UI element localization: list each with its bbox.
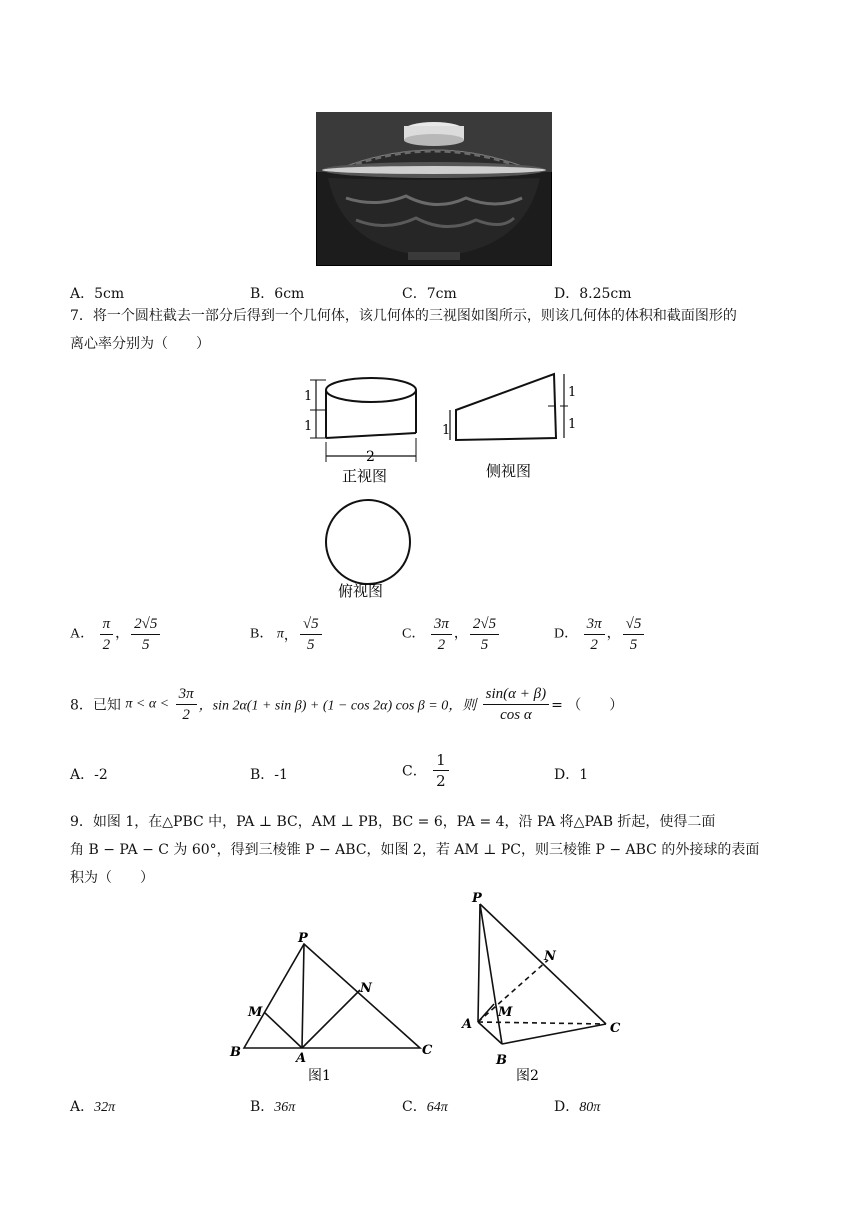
- option-value: 5cm: [94, 286, 125, 302]
- q6-option-b: [250, 283, 304, 303]
- label-m: M: [498, 1005, 513, 1020]
- q8-prefix: 8．已知: [70, 697, 121, 714]
- option-letter: C．: [402, 763, 427, 780]
- option-value: 32π: [94, 1100, 116, 1115]
- top-view-caption: 俯视图: [338, 582, 384, 600]
- frac-num: 3π: [584, 614, 605, 635]
- q6-option-c: [402, 283, 457, 303]
- option-value: 36π: [274, 1100, 296, 1115]
- side-dim-r2: 1: [568, 417, 577, 432]
- q9-line1: 9．如图 1，在△PBC 中，PA ⊥ BC，AM ⊥ PB，BC = 6，PA = 4，沿 PA 将△PAB 折起，使得二面: [70, 814, 716, 830]
- q6-option-a: [70, 283, 124, 303]
- q9-stem: [70, 808, 810, 892]
- frac-num: π: [100, 614, 114, 635]
- option-letter: B．: [250, 767, 275, 783]
- option-letter: D．: [554, 767, 580, 783]
- frac-num: 1: [433, 750, 449, 771]
- label-c: C: [610, 1021, 621, 1036]
- frac-den: 2: [590, 637, 598, 653]
- q7-line1: 7．将一个圆柱截去一部分后得到一个几何体，该几何体的三视图如图所示，则该几何体的体积和截面图形的: [70, 308, 737, 324]
- q8-suffix: = （ ）: [551, 697, 624, 714]
- label-a: A: [462, 1017, 473, 1032]
- frac-num: 2√5: [131, 614, 160, 635]
- option-letter: D．: [554, 1099, 580, 1115]
- q9-figure-1: [224, 930, 444, 1090]
- option-value: 1: [579, 767, 589, 783]
- top-view-circle: [326, 500, 410, 584]
- label-b: B: [496, 1053, 507, 1068]
- side-dim-left: 1: [442, 423, 451, 438]
- option-letter: B．: [250, 626, 274, 642]
- q9-option-c: [402, 1096, 448, 1116]
- separator: ，: [453, 626, 468, 642]
- frac-num: √5: [300, 614, 322, 635]
- label-c: C: [422, 1043, 433, 1058]
- option-letter: B．: [250, 286, 275, 302]
- dim-1b: 1: [304, 419, 313, 434]
- label-p: P: [298, 931, 308, 946]
- q8-option-a: [70, 764, 108, 784]
- fig1-caption: 图1: [308, 1068, 331, 1084]
- separator: ，: [283, 628, 298, 644]
- dim-2: 2: [366, 449, 375, 465]
- q9-line3: 积为（ ）: [70, 870, 154, 886]
- frac-num: 3π: [176, 684, 197, 705]
- frac-den: 2: [102, 637, 111, 653]
- separator: ，: [606, 626, 621, 642]
- side-view: [450, 374, 568, 440]
- frac-den: 5: [306, 637, 315, 653]
- side-dim-r1: 1: [568, 385, 577, 400]
- label-n: N: [360, 981, 372, 996]
- frac-den: cos α: [500, 707, 532, 723]
- option-value: 8.25cm: [579, 286, 632, 302]
- frac-den: 2: [436, 772, 446, 790]
- q8-stem: [70, 684, 623, 725]
- fraction: [483, 684, 549, 725]
- label-n: N: [544, 949, 556, 964]
- frac-den: 2: [182, 707, 190, 723]
- option-value: 64π: [426, 1100, 448, 1115]
- fraction: [300, 614, 322, 655]
- q9-option-d: [554, 1096, 600, 1116]
- tea-bowl-photo: [316, 112, 552, 266]
- option-letter: A．: [70, 1099, 95, 1115]
- option-letter: B．: [250, 1099, 275, 1115]
- option-letter: A．: [70, 767, 95, 783]
- q8-inequality: π < α <: [125, 696, 170, 712]
- option-value: 6cm: [274, 286, 305, 302]
- separator: ，: [115, 626, 130, 642]
- fraction: [433, 750, 449, 791]
- option-letter: C．: [402, 1099, 427, 1115]
- frac-den: 2: [437, 637, 446, 653]
- frac-den: 5: [629, 637, 638, 653]
- q9-figure-2: [458, 886, 638, 1086]
- option-value: -1: [274, 767, 288, 783]
- fraction: [100, 614, 114, 655]
- label-m: M: [248, 1005, 263, 1020]
- fraction: [584, 614, 605, 655]
- q7-option-a: [70, 614, 162, 655]
- q7-option-c: [402, 614, 501, 655]
- q9-option-a: [70, 1096, 115, 1116]
- q9-line2: 角 B − PA − C 为 60°，得到三棱锥 P − ABC，如图 2，若 AM ⊥ PC，则三棱锥 P − ABC 的外接球的表面: [70, 842, 760, 858]
- front-view: [310, 378, 416, 462]
- option-value: -2: [94, 767, 108, 783]
- fraction: [623, 614, 645, 655]
- option-letter: C．: [402, 626, 426, 642]
- label-p: P: [472, 891, 482, 906]
- option-letter: A．: [70, 626, 95, 642]
- frac-den: 5: [142, 637, 150, 653]
- option-letter: A．: [70, 286, 95, 302]
- q9-option-b: [250, 1096, 295, 1116]
- q7-three-view-diagram: [296, 368, 586, 604]
- q7-stem: [70, 302, 800, 358]
- q6-option-d: [554, 283, 632, 303]
- frac-num: 2√5: [470, 614, 499, 635]
- frac-den: 5: [480, 637, 489, 653]
- q7-line2: 离心率分别为（ ）: [70, 336, 210, 352]
- side-view-caption: 侧视图: [486, 462, 532, 480]
- front-view-caption: 正视图: [342, 467, 388, 485]
- fraction: [131, 614, 160, 655]
- frac-num: sin(α + β): [483, 684, 549, 705]
- q7-option-b: [250, 614, 324, 655]
- fig2-caption: 图2: [516, 1068, 539, 1084]
- label-b: B: [230, 1045, 241, 1060]
- pi-value: π: [276, 626, 284, 642]
- option-letter: D．: [554, 626, 579, 642]
- option-letter: D．: [554, 286, 580, 302]
- fraction: [431, 614, 452, 655]
- q8-option-d: [554, 764, 588, 784]
- q8-equation: ，sin 2α(1 + sin β) + (1 − cos 2α) cos β = 0，则: [198, 698, 477, 714]
- frac-num: 3π: [431, 614, 452, 635]
- fraction: [176, 684, 197, 725]
- q7-option-d: [554, 614, 646, 655]
- option-value: 7cm: [426, 286, 457, 302]
- dim-1a: 1: [304, 389, 313, 404]
- option-value: 80π: [579, 1100, 601, 1115]
- frac-num: √5: [623, 614, 645, 635]
- option-letter: C．: [402, 286, 427, 302]
- label-a: A: [296, 1051, 307, 1066]
- q8-option-b: [250, 764, 288, 784]
- q8-option-c: [402, 750, 451, 791]
- fraction: [470, 614, 499, 655]
